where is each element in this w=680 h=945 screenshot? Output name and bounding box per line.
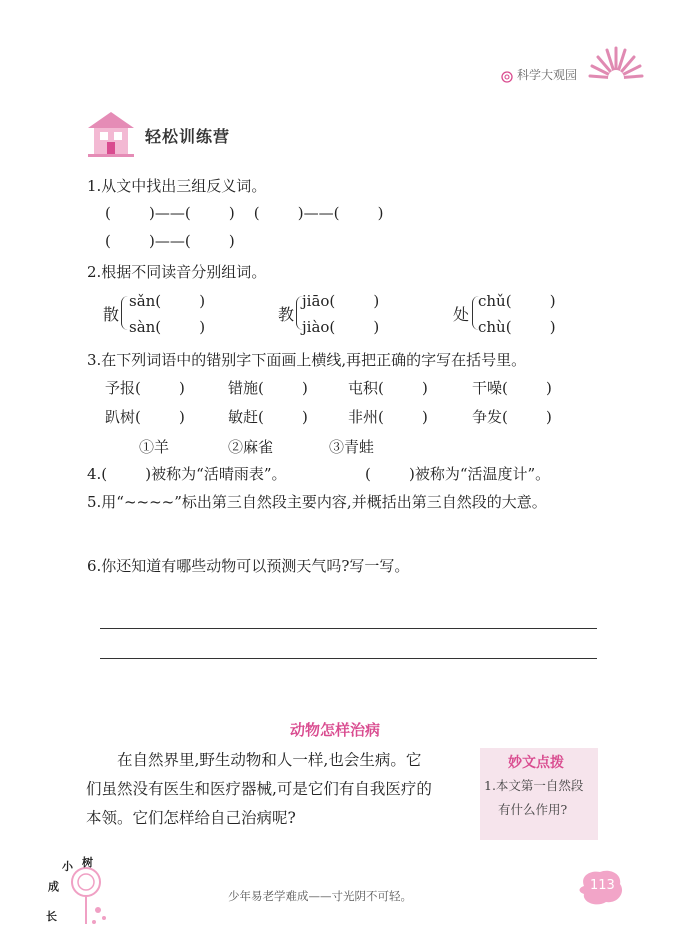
question-4-part1[interactable]: 4.( )被称为“活晴雨表”。: [87, 465, 287, 483]
header-spiral-icon: [501, 68, 513, 80]
house-icon: [86, 110, 136, 158]
question-2: 2.根据不同读音分别组词。: [87, 263, 267, 281]
sunburst-icon: [588, 46, 644, 80]
typo-word[interactable]: 非州( ): [348, 408, 428, 426]
growth-logo: [46, 856, 118, 932]
page-number-badge: [576, 866, 626, 908]
article-line: 们虽然没有医生和医疗器械,可是它们有自我医疗的: [86, 780, 432, 798]
question-1-blanks-row1[interactable]: ( )——( ) ( )——( ): [105, 204, 384, 222]
polyphone-char-jiao: 教: [278, 305, 295, 324]
header-section-label: 科学大观园: [517, 68, 578, 82]
typo-word[interactable]: 予报( ): [105, 379, 185, 397]
answer-line-2[interactable]: [100, 658, 597, 659]
answer-line-1[interactable]: [100, 628, 597, 629]
polyphone-san-reading-2[interactable]: sàn( ): [129, 318, 206, 336]
polyphone-jiao-reading-2[interactable]: jiào( ): [302, 318, 380, 336]
polyphone-san-reading-1[interactable]: sǎn( ): [129, 292, 206, 310]
page-number: 113: [590, 878, 615, 893]
question-5: 5.用“~~~~”标出第三自然段主要内容,并概括出第三自然段的大意。: [87, 493, 547, 511]
polyphone-jiao-reading-1[interactable]: jiāo( ): [302, 292, 380, 310]
tip-line-2: 有什么作用?: [498, 802, 568, 817]
tip-line-1: 1.本文第一自然段: [484, 778, 584, 793]
question-1-blanks-row2[interactable]: ( )——( ): [105, 232, 235, 250]
article-body: [86, 746, 478, 833]
typo-word[interactable]: 干噪( ): [472, 379, 552, 397]
question-4-part2[interactable]: ( )被称为“活温度计”。: [365, 465, 551, 483]
article-line: 本领。它们怎样给自己治病呢?: [86, 809, 296, 827]
article-line: 在自然界里,野生动物和人一样,也会生病。它: [117, 751, 422, 769]
article-title: 动物怎样治病: [290, 721, 381, 739]
footer-motto: 少年易老学难成——寸光阴不可轻。: [228, 889, 412, 903]
typo-word[interactable]: 敏赶( ): [228, 408, 308, 426]
logo-char: 树: [82, 856, 93, 869]
typo-word[interactable]: 错施( ): [228, 379, 308, 397]
option-2: ②麻雀: [228, 438, 274, 456]
polyphone-brace: [121, 296, 128, 330]
polyphone-char-chu: 处: [453, 305, 470, 324]
question-1: 1.从文中找出三组反义词。: [87, 177, 267, 195]
polyphone-char-san: 散: [103, 305, 120, 324]
option-1: ①羊: [139, 438, 170, 456]
tip-title: 妙文点拨: [508, 755, 564, 771]
logo-char: 成: [48, 880, 59, 893]
typo-word[interactable]: 争发( ): [472, 408, 552, 426]
polyphone-chu-reading-1[interactable]: chǔ( ): [478, 292, 556, 310]
typo-word[interactable]: 屯积( ): [348, 379, 428, 397]
tip-box: [480, 748, 598, 840]
logo-char: 长: [46, 910, 57, 923]
question-3: 3.在下列词语中的错别字下面画上横线,再把正确的字写在括号里。: [87, 351, 527, 369]
logo-char: 小: [62, 860, 73, 873]
option-3: ③青蛙: [329, 438, 375, 456]
typo-word[interactable]: 趴树( ): [105, 408, 185, 426]
question-6: 6.你还知道有哪些动物可以预测天气吗?写一写。: [87, 557, 410, 575]
section-title: 轻松训练营: [145, 127, 231, 146]
polyphone-chu-reading-2[interactable]: chù( ): [478, 318, 556, 336]
